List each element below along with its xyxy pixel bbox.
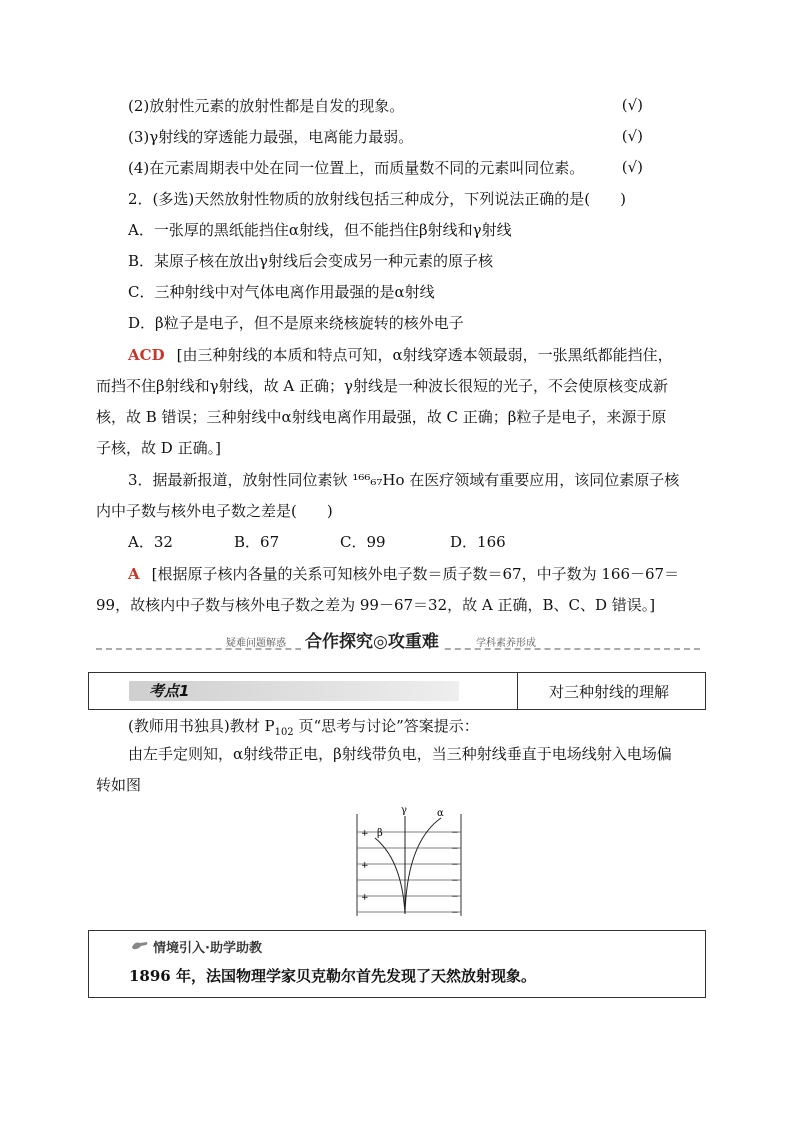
q3-answer: A (128, 565, 140, 583)
judgment-2-mark: (√) (621, 96, 643, 114)
context-heading: 情境引入·助学助教 (153, 941, 262, 956)
q3-stem-line-1: 3．据最新报道，放射性同位素钬 ¹⁶⁶₆₇Ho 在医疗领域有重要应用，该同位素原子核 (128, 471, 680, 489)
teacher-note-suffix: 页“思考与讨论”答案提示： (293, 717, 479, 735)
gamma-label: γ (401, 805, 407, 816)
q2-explanation-text-1: [由三种射线的本质和特点可知，α射线穿透本领最弱，一张黑纸都能挡住， (176, 346, 673, 364)
minus-label-2: − (451, 844, 459, 854)
q2-explanation-line-3: 核，故 B 错误；三种射线中α射线电离作用最强，故 C 正确；β粒子是电子，来源于原 (96, 408, 667, 426)
kaodian-tag: 考点1 (149, 682, 190, 700)
teacher-note-page: 102 (274, 727, 294, 738)
divider-title: 合作探究◎攻重难 (301, 627, 443, 652)
minus-label-4: − (451, 876, 459, 886)
plus-label-2: + (361, 861, 369, 871)
q2-option-c: C．三种射线中对气体电离作用最强的是α射线 (128, 283, 435, 301)
minus-label-6: − (451, 908, 459, 918)
judgment-2: (2)放射性元素的放射性都是自发的现象。 (128, 97, 405, 115)
minus-label-1: − (451, 828, 459, 838)
plus-label-1: + (361, 829, 369, 839)
body-line-1: 由左手定则知，α射线带正电，β射线带负电，当三种射线垂直于电场线射入电场偏 (128, 745, 672, 763)
kaodian-header (88, 672, 706, 710)
context-box (88, 930, 706, 998)
divider-right-caption: 学科素养形成 (476, 638, 536, 649)
alpha-ray (405, 818, 441, 914)
ray-deflection-diagram (355, 802, 465, 918)
section-divider (96, 630, 700, 652)
q2-explanation-line-1 (128, 345, 673, 365)
q2-answer: ACD (128, 346, 165, 364)
kaodian-separator (517, 673, 518, 709)
q3-explanation-line-2: 99，故核内中子数与核外电子数之差为 99－67＝32，故 A 正确，B、C、D 错误。] (96, 596, 656, 614)
q3-option-c: C．99 (340, 533, 386, 551)
judgment-4: (4)在元素周期表中处在同一位置上，而质量数不同的元素叫同位素。 (128, 159, 585, 177)
q2-option-d: D．β粒子是电子，但不是原来绕核旋转的核外电子 (128, 314, 464, 332)
kaodian-topic: 对三种射线的理解 (549, 683, 670, 701)
q3-option-d: D．166 (450, 533, 506, 551)
body-line-2: 转如图 (96, 776, 142, 794)
q3-options (128, 532, 506, 552)
beta-label: β (377, 828, 383, 839)
divider-left-caption: 疑难问题解惑 (226, 638, 286, 649)
teacher-note-prefix: (教师用书独具)教材 P (128, 717, 275, 735)
judgment-3: (3)γ射线的穿透能力最强，电离能力最弱。 (128, 128, 414, 146)
context-text: 1896 年，法国物理学家贝克勒尔首先发现了天然放射现象。 (129, 967, 536, 985)
q3-option-b: B．67 (234, 533, 280, 551)
q2-option-a: A．一张厚的黑纸能挡住α射线，但不能挡住β射线和γ射线 (128, 221, 512, 239)
q2-explanation-line-4: 子核，故 D 正确。] (96, 439, 221, 457)
judgment-4-mark: (√) (621, 158, 643, 176)
minus-label-5: − (451, 892, 459, 902)
beta-ray (375, 838, 405, 914)
q3-explanation-text-1: [根据原子核内各量的关系可知核外电子数＝质子数＝67，中子数为 166－67＝ (151, 565, 680, 583)
q2-option-b: B．某原子核在放出γ射线后会变成另一种元素的原子核 (128, 252, 493, 270)
teacher-note (128, 716, 479, 743)
q3-option-a: A．32 (128, 533, 173, 551)
q2-stem: 2．(多选)天然放射性物质的放射线包括三种成分，下列说法正确的是( ) (128, 190, 626, 208)
field-lines (357, 832, 461, 912)
plus-label-3: + (361, 893, 369, 903)
hand-icon (131, 939, 149, 951)
judgment-3-mark: (√) (621, 127, 643, 145)
q3-stem-line-2: 内中子数与核外电子数之差是( ) (96, 502, 333, 520)
q2-explanation-line-2: 而挡不住β射线和γ射线，故 A 正确；γ射线是一种波长很短的光子，不会使原核变成新 (96, 377, 668, 395)
alpha-label: α (437, 808, 444, 819)
ray-deflection-figure (355, 802, 465, 918)
q3-explanation-line-1 (128, 564, 679, 584)
minus-label-3: − (451, 860, 459, 870)
